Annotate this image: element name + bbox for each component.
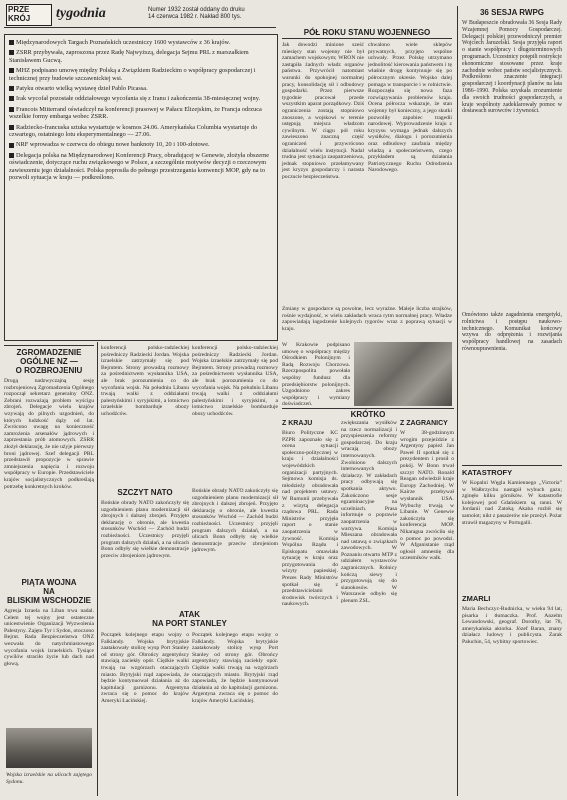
logo	[6, 4, 52, 26]
headline-zmarli: ZMARLI	[462, 594, 491, 603]
bullet-icon	[9, 40, 14, 45]
headline-line: ZGROMADZENIE	[16, 348, 82, 357]
headline-piata-wojna	[4, 578, 94, 605]
masthead-info-line2: 14 czerwca 1982 r. Nakład 800 tys.	[148, 14, 242, 20]
logo-top: PRZE	[8, 5, 30, 14]
headline-rwpg: 36 SESJA RWPG	[479, 8, 545, 17]
headline-z-zagranicy: Z ZAGRANICY	[400, 420, 448, 427]
headline-pol-roku: PÓŁ ROKU STANU WOJENNEGO	[303, 28, 431, 37]
news-text: NRF wprowadza w czerwcu do obiegu nowe banknoty 10, 20 i 100-złotowe.	[16, 141, 210, 149]
news-item	[9, 124, 271, 139]
news-text: Delegacja polska na Międzynarodowej Konferencji Pracy, obradującej w Genewie, złożyła obszerne oświadczenie, dotyczące ruchu związkowego w Polsce, a szczególnie motywów decyzji o rzeczowym zawieszeniu jego działalności. Polska poprosiła do pełnego przestrzegania konwencji MOP, gdy na to pozwoli sytuacja w kraju — podkreślono.	[9, 151, 270, 182]
news-item	[9, 49, 271, 64]
news-item	[9, 106, 271, 121]
column-divider	[97, 342, 98, 796]
headline-szczyt: SZCZYT NATO	[117, 488, 173, 497]
bullet-icon	[9, 68, 14, 73]
column-szczyt: Bońskie obrady NATO zakończyły się uzgodnieniem planu modernizacji sił zbrojnych i dalszej zbrojeń. Przyjęto deklarację o obronie, ale kwestia stosunków Wschód — Zachód budzi rozbieżności. Uczestnicy przyjęli program dalszych działań, a na ulicach Bonn odbyły się wielkie demonstracje przeciw zbrojeniom jądrowym.	[101, 500, 189, 559]
column-katastrofy: W Kopalni Węgla Kamiennego „Victoria” w Wałbrzychu nastąpił wybuch gazu; zginęło kilku górników. W katastrofie kolejowej pod Gdańskiem są ranni. W Jordanii nad Zatoką Akaba rozbił się samolot; nikt z pasażerów nie przeżył. Pożar strawił magazyny w Portugalii.	[462, 480, 562, 526]
column-atak-2: Początek kolejnego etapu wojny o Falklandy. Wojska brytyjskie zaatakowały stolicę wysp Port Stanley od strony gór. Obrońcy argentyńscy stawiają zaciekły opór. Ciężkie walki trwają na wzgórzach otaczających miasto. Brytyjski rząd zapowiada, że będzie kontynuował działania aż do kapitulacji garnizonu. Argentyna zwraca się o pomoc do krajów Ameryki Łacińskiej.	[192, 632, 278, 704]
rule	[462, 465, 562, 466]
headline-atak	[101, 610, 278, 628]
headline-z-kraju: Z KRAJU	[282, 420, 313, 427]
column-rwpg-2: Omówiono także zagadnienia energetyki, rolnictwa i postępu naukowo-technicznego. Komunikat końcowy wzywa do odprężenia i rozwijania współpracy handlowej na zasadach równouprawnienia.	[462, 312, 562, 352]
headline-line: NA PORT STANLEY	[152, 619, 227, 628]
headline-line: BLISKIM WSCHODZIE	[7, 596, 91, 605]
column-pol-roku-mid: chwalono wiele sklepów prywatnych, przyjęto wspólne uchwały. Przez Polskę utrzymano jednolitość kierowania państwem i tę właśnie drogę kontynuuje się po półrocznym okresie. Wojsko dalej pomaga w transporcie i w rolnictwie. Rozpoczęła się nowa faza rozwiązywania problemów kraju. Ocena półrocza wskazuje, że stan wojenny był konieczny, a jego skutki pozwoliły zapobiec tragedii narodowej. Wyprowadzenie kraju z kryzysu wymaga jednak dalszych wysiłków, dialogu i porozumienia oraz odbudowy zaufania między władzą a społeczeństwem, czego przykładem są działania Patriotycznego Ruchu Odrodzenia Narodowego.	[368, 42, 452, 174]
headline-katastrofy: KATASTROFY	[462, 468, 513, 477]
column-z-zagranicy: W 38-godzinnym wrogim przejeździe z Argentyny papież Jan Paweł II spotkał się z prezydentem i prosił o pokój. W Bonn trwał szczyt NATO. Ronald Reagan odwiedził kraje Europy Zachodniej. W Kairze przebywał wysłannik USA. Wybuchy trwają w Libanie. W Genewie zakończyła się konferencja MOP. Nikaragua zwróciła się o pomoc po powodzi. W Afganistanie rząd ogłosił amnestię dla uczestników walk.	[400, 430, 454, 562]
column-piata-wojna: Agresja Izraela na Liban trwa nadal. Celem tej wojny jest ostateczne unicestwienie Organizacji Wyzwolenia Palestyny. Zajęto Tyr i Sydon, otoczono Bejrut. Rada Bezpieczeństwa ONZ wezwała do natychmiastowego wycofania wojsk izraelskich. Tysiące cywilów straciło życie lub dach nad głową.	[4, 608, 94, 667]
news-item	[9, 39, 271, 46]
news-item	[9, 95, 271, 102]
rule	[4, 345, 94, 346]
masthead	[6, 4, 386, 24]
column-divider	[457, 6, 458, 796]
news-text: Międzynarodowych Targach Poznańskich uczestniczy 1600 wystawców z 36 krajów.	[16, 39, 231, 46]
masthead-info	[148, 7, 288, 21]
photo-wojska	[6, 728, 92, 768]
masthead-info-line1: Numer 1932 został oddany do druku	[148, 7, 245, 13]
column-mid-top: konferencji polsko-radzieckiej pośredniczy Radziecki Jordan. Wojska izraelskie zatrzymały się pod Bejrutem. Strony prowadzą rozmowy za pośrednictwem wysłannika USA, ale brak porozumienia co do wycofania wojsk. Na południu Libanu trwają walki z oddziałami palestyńskimi i syryjskimi, a lotnictwo izraelskie bombarduje obozy uchodźców.	[101, 345, 189, 417]
headline-zgromadzenie	[4, 348, 94, 375]
column-w-krakowie: W Krakowie podpisano umowę o współpracy między Ośrodkiem Polonijnym i Radą Rozwoju Chorzowa. Rzeczpospolita powołała wspólny fundusz dla przedsiębiorstw polonijnych. Uzgodniono zakres współpracy i wymiany doświadczeń.	[282, 342, 350, 408]
news-text: Radziecko-francuska sztuka wystartuje w kosmos 24.06. Amerykańska Columbia wystartuje do czwartego, ostatniego lotu eksperymentalnego — 27.06.	[9, 123, 258, 139]
news-item	[9, 67, 271, 82]
headline-line: ATAK	[178, 610, 201, 619]
headline-line: OGÓLNE NZ —	[20, 357, 78, 366]
column-rwpg: W Budapeszcie obradowała 36 Sesja Rady Wzajemnej Pomocy Gospodarczej. Delegacji polskiej przewodniczył premier Wojciech Jaruzelski. Sesja przyjęła raport o stanie współpracy i długoterminowych programach. Uczestnicy potępili restrykcje ekonomiczne stosowane przez kraje zachodnie wobec państw socjalistycznych. Podkreślono znaczenie integracji gospodarczej i koordynacji planów na lata 1986–1990. Polska uzyskała zrozumienie dla swoich trudności gospodarczych, a kraje wspólnoty zadeklarowały pomoc w dostawach surowców i żywności.	[462, 20, 562, 115]
column-z-kraju: Biuro Polityczne KC PZPR zapoznało się z ocena sytuacji społeczno-politycznej w kraju i działalności wojewódzkich organizacji partyjnych. Sejmowa komisja ds. młodzieży obradowała nad projektem ustawy. W Rumunii przebywała z wizytą delegacja rządowa PRL. Rada Ministrów przyjęła raport o stanie zaopatrzenia w żywność. Komisja Wspólna Rządu i Episkopatu omawiała sytuację w kraju oraz przygotowania do wizyty papieskiej. Prezes Rady Ministrów spotkał się z przedstawicielami środowisk twórczych i naukowych.	[282, 430, 338, 608]
news-item	[9, 85, 271, 92]
column-zgromadzenie: Drugą nadzwyczajną sesję rozbrojeniową Zgromadzenia Ogólnego rozpoczął sekretarz generalny ONZ. Zebrani rozważają problem wyścigu zbrojeń. Delegacje wielu krajów wzywają do pilnych uzgodnień, do których ludzkość dąży od lat. Zwrócono uwagę na konieczność zamrożenia arsenałów jądrowych i zaprzestania prób atomowych. ZSRR złożył deklarację, że nie użyje pierwszy broni jądrowej. Szef delegacji PRL przedstawił propozycje w sprawie zmniejszenia napięcia i rozwoju współpracy w Europie. Przedstawiciele krajów socjalistycznych podkreślają potrzebę konkretnych kroków.	[4, 378, 94, 490]
news-text: Patyku otwarto wielką wystawę dzieł Pablo Picassa.	[16, 85, 148, 93]
column-z-kraju-mid: zwiększania wysiłków na rzecz normalizacji i przyspieszenia reformy gospodarczej. Do kraju wracają obozy internowanych. Zwolniono dalszych internowanych działaczy. W zakładach pracy odbywają się spotkania aktywu. Zakończono sesje egzaminacyjne na uczelniach. Prasa informuje o poprawie zaopatrzenia w warzywa. Komisja Mieszana obradowała nad ustawą o związkach zawodowych. W Poznaniu otwarto MTP z udziałem wystawców zagranicznych. Rolnicy kończą siewy i przygotowują się do sianokosów. W Warszawie odbyło się plenum ZSL.	[341, 420, 397, 605]
headline-line: PIĄTA WOJNA	[21, 578, 77, 587]
bullet-icon	[9, 125, 14, 130]
news-item	[9, 152, 271, 182]
masthead-rule	[4, 27, 276, 28]
news-item	[9, 141, 271, 148]
bullet-icon	[9, 107, 14, 112]
bullet-icon	[9, 153, 14, 158]
headline-line: O ROZBROJENIU	[15, 366, 83, 375]
column-pol-roku-left: Jak dowodzi minione sześć miesięcy stan wojenny nie był zamachem wojskowym; WRON nie zastąpiła żadnych władz organów państwa. Przywrócił natomiast warunki do spokojnej normalnej pracy, konsolidację sił i odbudowy gospodarki. Przez pierwsze tygodnie pracował przede wszystkim aparat porządkowy. Dziś ograniczenia zostają stopniowo znoszone, a wojskowi w terenie ustępują miejsca władzom cywilnym. W ciągu pół roku zawieszono znaczną część ograniczeń i przywrócono działalność wielu instytucji. Nadal trudna jest sytuacja zaopatrzeniowa, jednak stopniowo przełamywany jest kryzys gospodarczy i narasta poczucie bezpieczeństwa.	[282, 42, 364, 180]
bullet-icon	[9, 96, 14, 101]
column-zmarli: Maria Bechczyc-Rudnicka, w wieku 94 lat, pisarka i tłumaczka. Prof. Anzelm Lewandowski, geograf. Dorothy, lat 78, amerykańska aktorka. Józef Baran, znany działacz ludowy i publicysta. Zarak Pałuchin, 54, wybitny sportowiec.	[462, 606, 562, 645]
news-box	[4, 34, 278, 341]
news-text: MHZ podpisano umowę między Polską a Związkiem Radzieckim o współpracy gospodarczej i technicznej przy budowie szczawnickiej wsi.	[9, 67, 256, 82]
column-pol-roku-right: Zmiany w gospodarce są powolne, lecz wyraźne. Maleje liczba strajków, rośnie wydajność, w wielu zakładach wraca rytm normalnej pracy. Władze zapowiadają łagodzenie kolejnych rygorów wraz z poprawą sytuacji w kraju.	[282, 306, 452, 332]
news-text: Irak wycofał pozostałe oddziałowego wycofania się z Iranu i zakończenia 38-miesięcznej wojny.	[16, 95, 261, 103]
bullet-icon	[9, 143, 14, 148]
bullet-icon	[9, 50, 14, 55]
bullet-icon	[9, 86, 14, 91]
news-text: ZSRR przybywała, zaproszona przez Radę Najwyższą, delegacja Sejmu PRL z marszałkiem Stanisławem Gucwą.	[9, 49, 249, 64]
logo-bottom: KRÓJ	[8, 14, 31, 23]
column-atak: Początek kolejnego etapu wojny o Falklandy. Wojska brytyjskie zaatakowały stolicę wysp Port Stanley od strony gór. Obrońcy argentyńscy stawiają zaciekły opór. Ciężkie walki trwają na wzgórzach otaczających miasto. Brytyjski rząd zapowiada, że będzie kontynuował działania aż do kapitulacji garnizonu. Argentyna zwraca się o pomoc do krajów Ameryki Łacińskiej.	[101, 632, 189, 704]
column-szczyt-2: Bońskie obrady NATO zakończyły się uzgodnieniem planu modernizacji sił zbrojnych i dalszej zbrojeń. Przyjęto deklarację o obronie, ale kwestia stosunków Wschód — Zachód budzi rozbieżności. Uczestnicy przyjęli program dalszych działań, a na ulicach Bonn odbyły się wielkie demonstracje przeciw zbrojeniom jądrowym.	[192, 488, 278, 554]
masthead-title: tygodnia	[56, 6, 106, 21]
photo-meeting	[354, 342, 452, 406]
caption-wojska: Wojska izraelskie na ulicach zajętego Sydonu.	[6, 772, 92, 785]
rule	[282, 408, 454, 409]
headline-krotko: KRÓTKO	[350, 410, 386, 419]
column-mid-top-2: konferencji polsko-radzieckiej pośredniczy Radziecki Jordan. Wojska izraelskie zatrzymały się pod Bejrutem. Strony prowadzą rozmowy za pośrednictwem wysłannika USA, ale brak porozumienia co do wycofania wojsk. Na południu Libanu trwają walki z oddziałami palestyńskimi i syryjskimi, a lotnictwo izraelskie bombarduje obozy uchodźców.	[192, 345, 278, 417]
headline-line: NA	[43, 587, 55, 596]
news-text: Francois Mitterrand oświadczył na konferencji prasowej w Pałacu Elizejskim, że Francja odrzuca wszelkie formy embarga wobec ZSRR.	[9, 105, 262, 121]
rule	[282, 38, 452, 39]
